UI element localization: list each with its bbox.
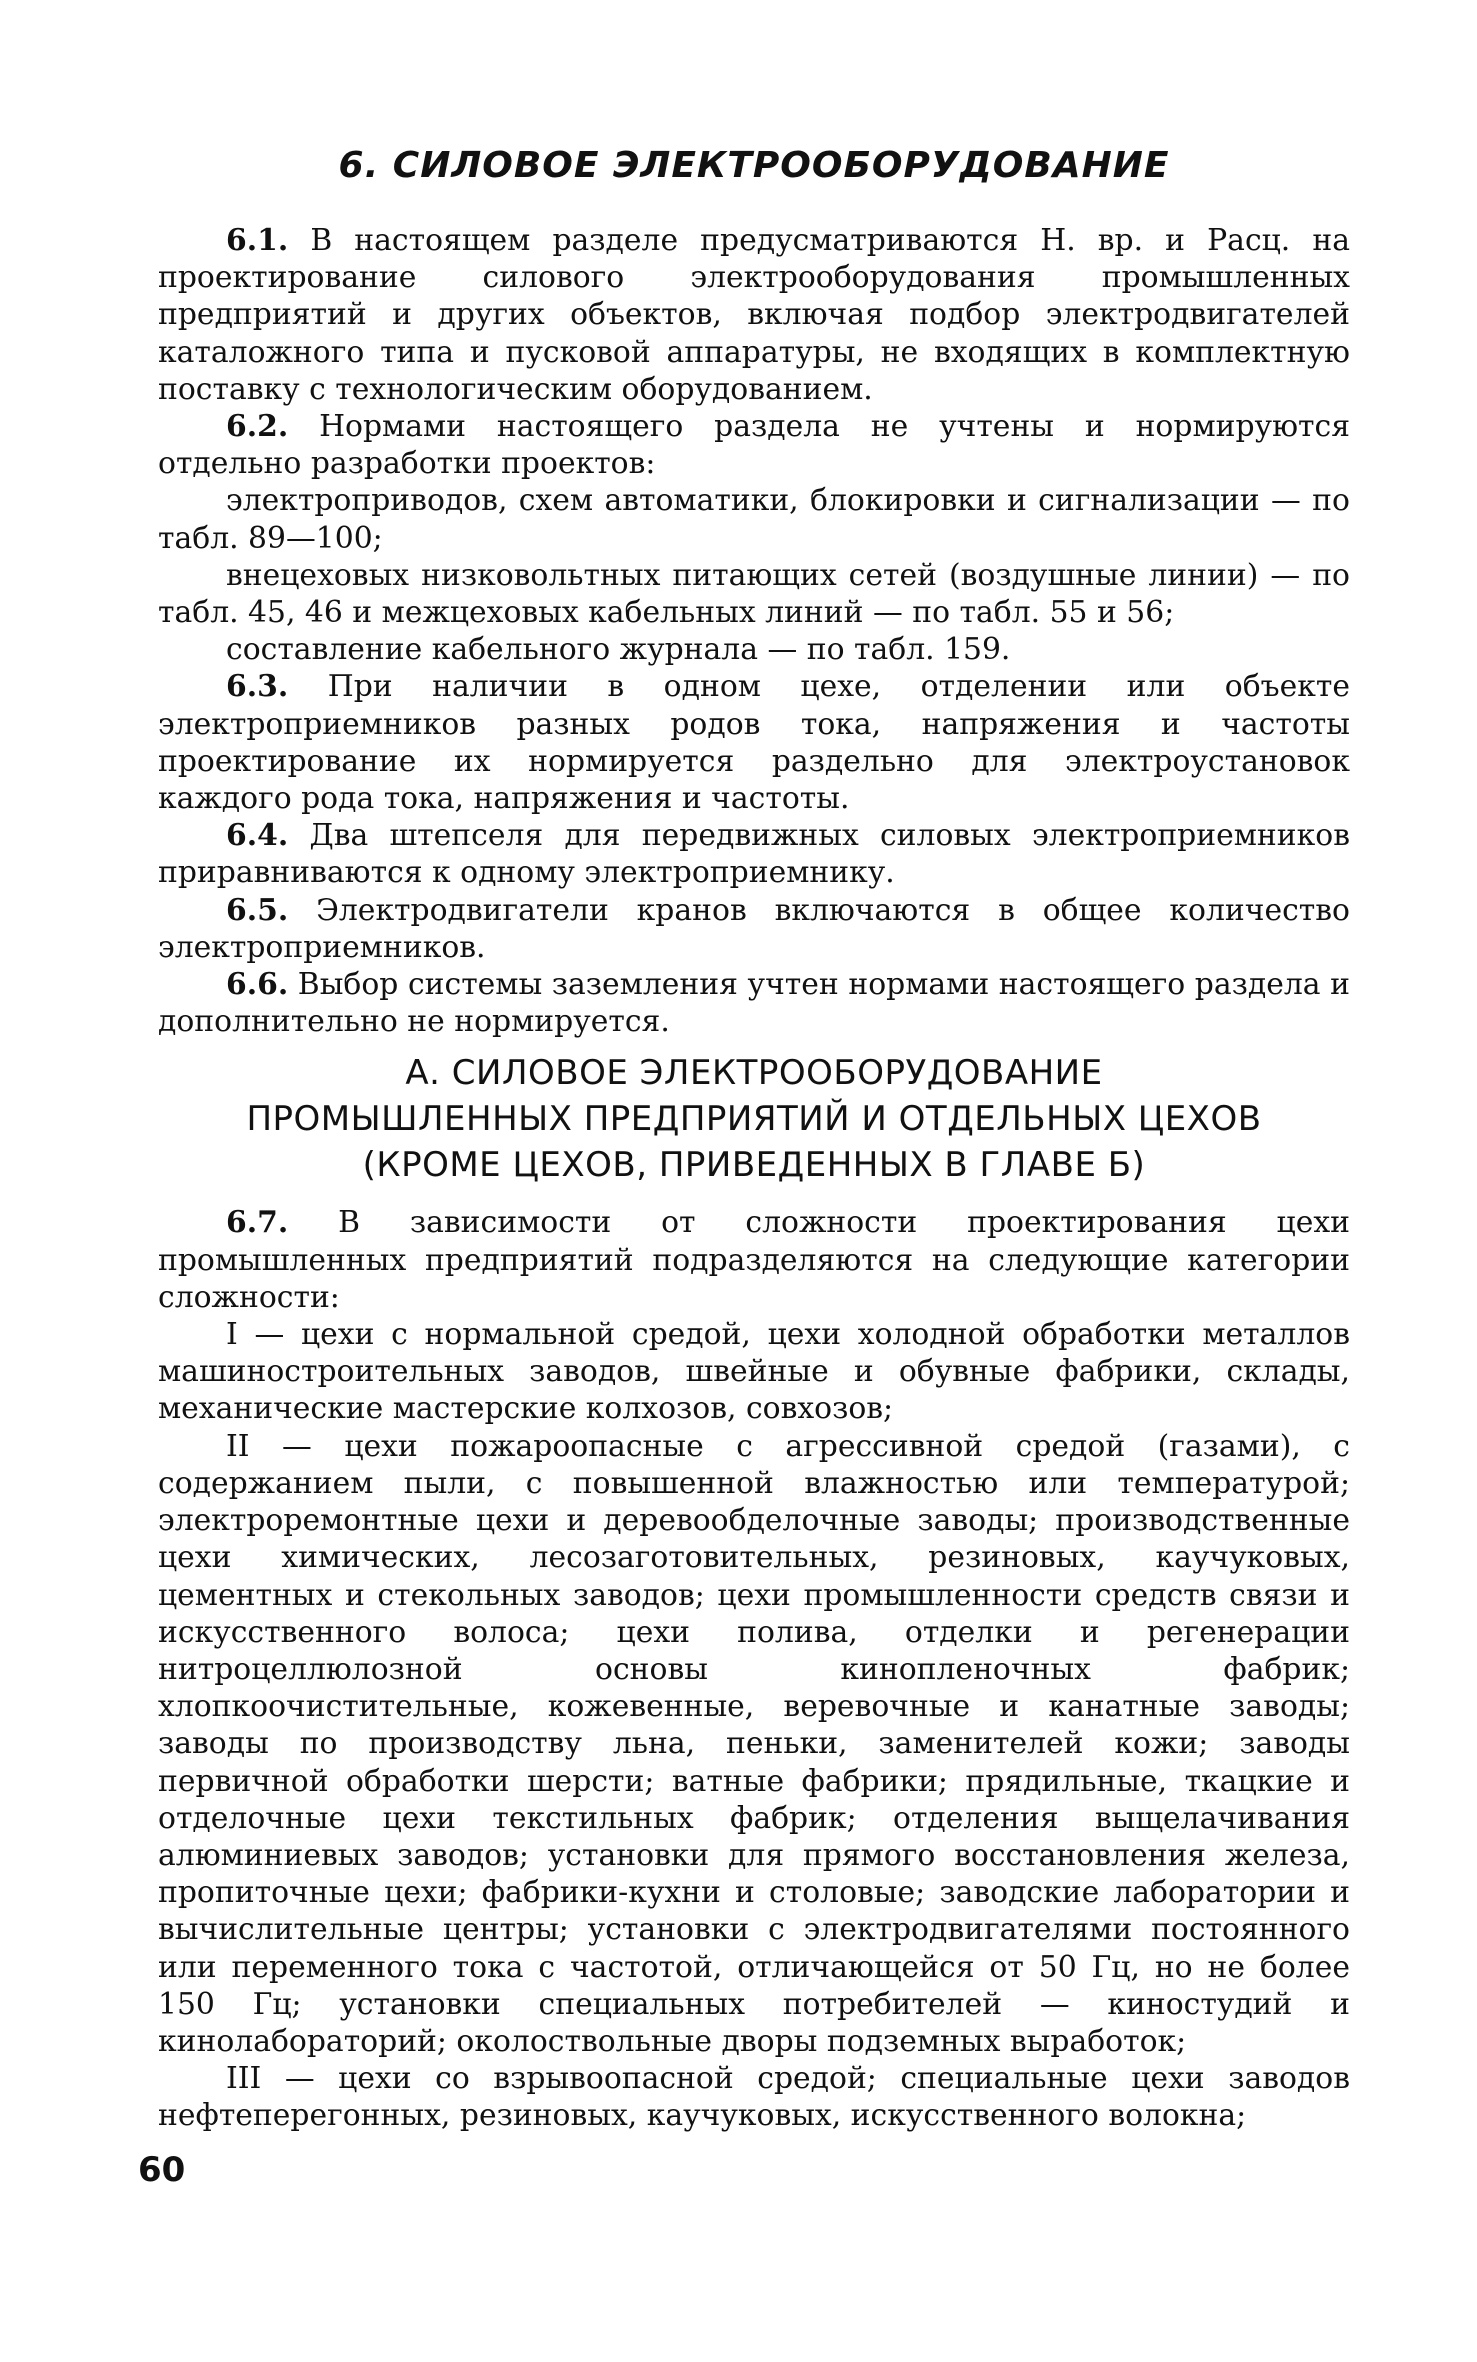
paragraph-6-5: 6.5. Электродвигатели кранов включаются в общее количество электроприемников. xyxy=(158,892,1350,965)
bottom-paragraphs xyxy=(158,1204,1350,2134)
paragraph-6-2-item-3: составление кабельного журнала — по табл. 159. xyxy=(226,632,1011,668)
paragraph-6-1: 6.1. В настоящем разделе предусматриваются Н. вр. и Расц. на проектирование силового электрооборудования промышленных предприятий и других объектов, включая подбор электродвигателей каталожного типа и пусковой аппаратуры, не входящих в комплектную поставку с технологическим оборудованием. xyxy=(158,223,1350,407)
paragraph-6-2-item-2: внецеховых низковольтных питающих сетей (воздушные линии) — по табл. 45, 46 и межцеховых кабельных линий — по табл. 55 и 56; xyxy=(158,557,1350,631)
paragraph-6-4: 6.4. Два штепселя для передвижных силовых электроприемников приравниваются к одному электроприемнику. xyxy=(158,818,1350,891)
section-heading-line: ПРОМЫШЛЕННЫХ ПРЕДПРИЯТИЙ И ОТДЕЛЬНЫХ ЦЕХОВ xyxy=(246,1099,1262,1140)
category-1: I — цехи с нормальной средой, цехи холодной обработки металлов машиностроительных заводов, швейные и обувные фабрики, склады, механические мастерские колхозов, совхозов; xyxy=(158,1317,1350,1427)
paragraph-6-7: 6.7. В зависимости от сложности проектирования цехи промышленных предприятий подразделяются на следующие категории сложности: xyxy=(158,1205,1350,1315)
paragraph-6-2-item-1: электроприводов, схем автоматики, блокировки и сигнализации — по табл. 89—100; xyxy=(158,483,1350,556)
section-heading-line: А. СИЛОВОЕ ЭЛЕКТРООБОРУДОВАНИЕ xyxy=(405,1053,1103,1094)
page-content xyxy=(158,135,1350,2135)
paragraph-6-2: 6.2. Нормами настоящего раздела не учтены и нормируются отдельно разработки проектов: xyxy=(158,409,1350,482)
chapter-heading: 6. СИЛОВОЕ ЭЛЕКТРООБОРУДОВАНИЕ xyxy=(338,145,1170,186)
section-heading xyxy=(158,1050,1350,1188)
section-heading-line: (КРОМЕ ЦЕХОВ, ПРИВЕДЕННЫХ В ГЛАВЕ Б) xyxy=(362,1145,1146,1186)
category-2: II — цехи пожароопасные с агрессивной средой (газами), с содержанием пыли, с повышенной влажностью или температурой; электроремонтные цехи и деревообделочные заводы; производственные цехи химических, лесозаготовительных, резиновых, каучуковых, цементных и стекольных заводов; цехи промышленности средств связи и искусственного волоса; цехи полива, отделки и регенерации нитроцеллюлозной основы кинопленочных фабрик; хлопкоочистительные, кожевенные, веревочные и канатные заводы; заводы по производству льна, пеньки, заменителей кожи; заводы первичной обработки шерсти; ватные фабрики; прядильные, ткацкие и отделочные цехи текстильных фабрик; отделения выщелачивания алюминиевых заводов; установки для прямого восстановления железа, пропиточные цехи; фабрики-кухни и столовые; заводские лаборатории и вычислительные центры; установки с электродвигателями постоянного или переменного тока с частотой, отличающейся от 50 Гц, но не более 150 Гц; установки специальных потребителей — киностудий и кинолабораторий; околоствольные дворы подземных выработок; xyxy=(158,1428,1350,2059)
category-3: III — цехи со взрывоопасной средой; специальные цехи заводов нефтеперегонных, резиновых, каучуковых, искусственного волокна; xyxy=(158,2061,1350,2134)
top-paragraphs xyxy=(158,222,1350,1040)
page-number: 60 xyxy=(138,2150,186,2190)
paragraph-6-3: 6.3. При наличии в одном цехе, отделении или объекте электроприемников разных родов тока, напряжения и частоты проектирование их нормируется раздельно для электроустановок каждого рода тока, напряжения и частоты. xyxy=(158,669,1350,817)
paragraph-6-6: 6.6. Выбор системы заземления учтен нормами настоящего раздела и дополнительно не нормируется. xyxy=(158,967,1350,1040)
